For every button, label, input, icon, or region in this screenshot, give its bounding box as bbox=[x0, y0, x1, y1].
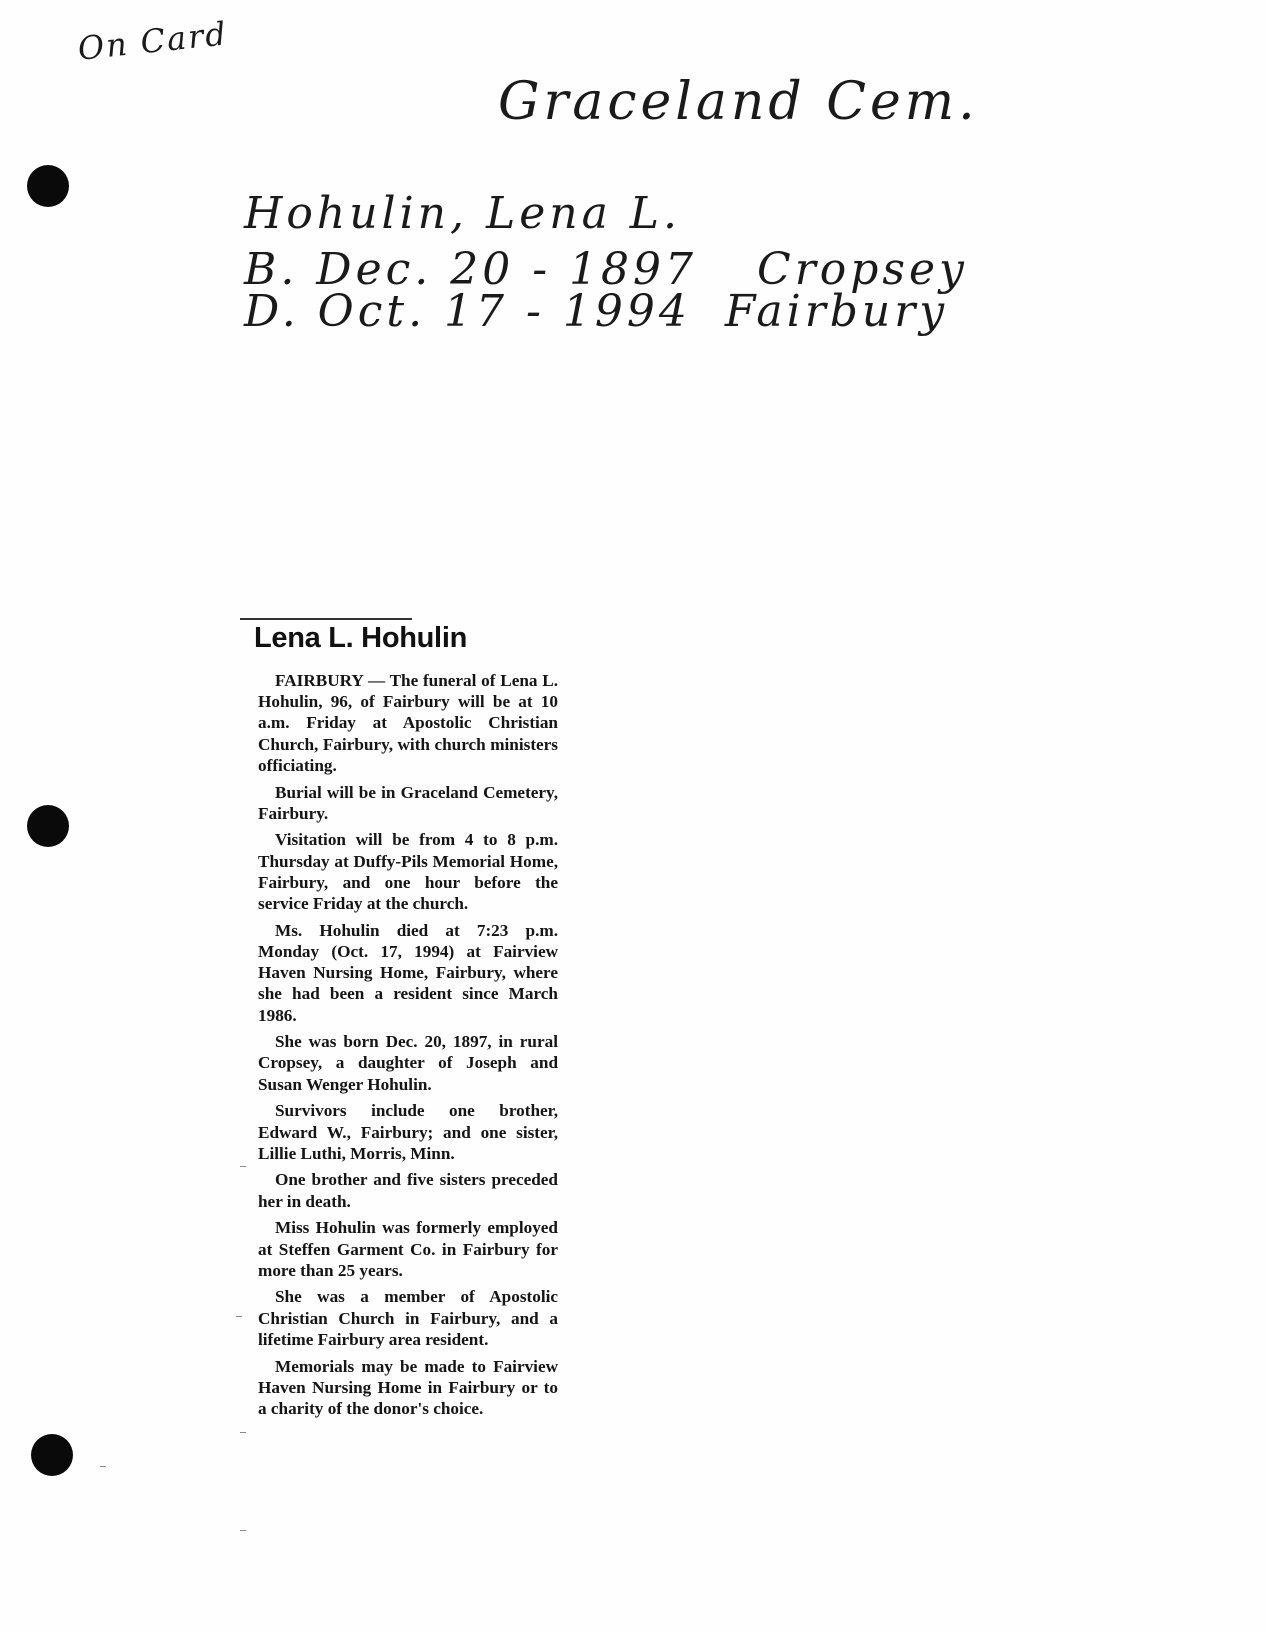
binder-hole-bottom bbox=[31, 1434, 73, 1476]
handwritten-death-date: D. Oct. 17 - 1994 bbox=[244, 286, 691, 337]
obituary-paragraph: One brother and five sisters preceded her in death. bbox=[258, 1170, 558, 1211]
obituary-paragraph: Survivors include one brother, Edward W., Fairbury; and one sister, Lillie Luthi, Morris, Minn. bbox=[258, 1101, 558, 1163]
obituary-paragraph: Burial will be in Graceland Cemetery, Fairbury. bbox=[258, 782, 558, 823]
obituary-paragraph: She was born Dec. 20, 1897, in rural Cropsey, a daughter of Joseph and Susan Wenger Hohulin. bbox=[258, 1032, 558, 1094]
handwritten-card-note: On Card bbox=[76, 14, 230, 68]
obituary-headline: Lena L. Hohulin bbox=[254, 622, 467, 654]
scan-speck bbox=[240, 1432, 246, 1433]
clipping-top-rule bbox=[240, 618, 412, 620]
obituary-paragraph: Memorials may be made to Fairview Haven Nursing Home in Fairbury or to a charity of the donor's choice. bbox=[258, 1356, 558, 1418]
handwritten-name: Hohulin, Lena L. bbox=[244, 188, 682, 239]
obituary-paragraph: FAIRBURY — The funeral of Lena L. Hohulin, 96, of Fairbury will be at 10 a.m. Friday at Apostolic Christian Church, Fairbury, with church ministers officiating. bbox=[258, 671, 558, 775]
binder-hole-middle bbox=[27, 805, 69, 847]
obituary-paragraph: Miss Hohulin was formerly employed at Steffen Garment Co. in Fairbury for more than 25 years. bbox=[258, 1218, 558, 1280]
scan-speck bbox=[100, 1466, 106, 1467]
obituary-paragraph: She was a member of Apostolic Christian Church in Fairbury, and a lifetime Fairbury area resident. bbox=[258, 1287, 558, 1349]
handwritten-death-place: Fairbury bbox=[724, 286, 949, 337]
scan-speck bbox=[240, 1166, 246, 1167]
handwritten-death bbox=[244, 286, 948, 337]
handwritten-birth-date: B. Dec. 20 - 1897 bbox=[244, 244, 698, 295]
scan-speck bbox=[240, 1530, 246, 1531]
handwritten-birth-place: Cropsey bbox=[757, 244, 968, 295]
obituary-paragraph: Ms. Hohulin died at 7:23 p.m. Monday (Oct. 17, 1994) at Fairview Haven Nursing Home, Fairbury, where she had been a resident since March 1986. bbox=[258, 920, 558, 1025]
obituary-body bbox=[258, 670, 558, 1425]
scan-speck bbox=[236, 1316, 242, 1317]
binder-hole-top bbox=[27, 165, 69, 207]
obituary-paragraph: Visitation will be from 4 to 8 p.m. Thursday at Duffy-Pils Memorial Home, Fairbury, and one hour before the service Friday at the church. bbox=[258, 830, 558, 914]
handwritten-cemetery: Graceland Cem. bbox=[498, 72, 979, 132]
